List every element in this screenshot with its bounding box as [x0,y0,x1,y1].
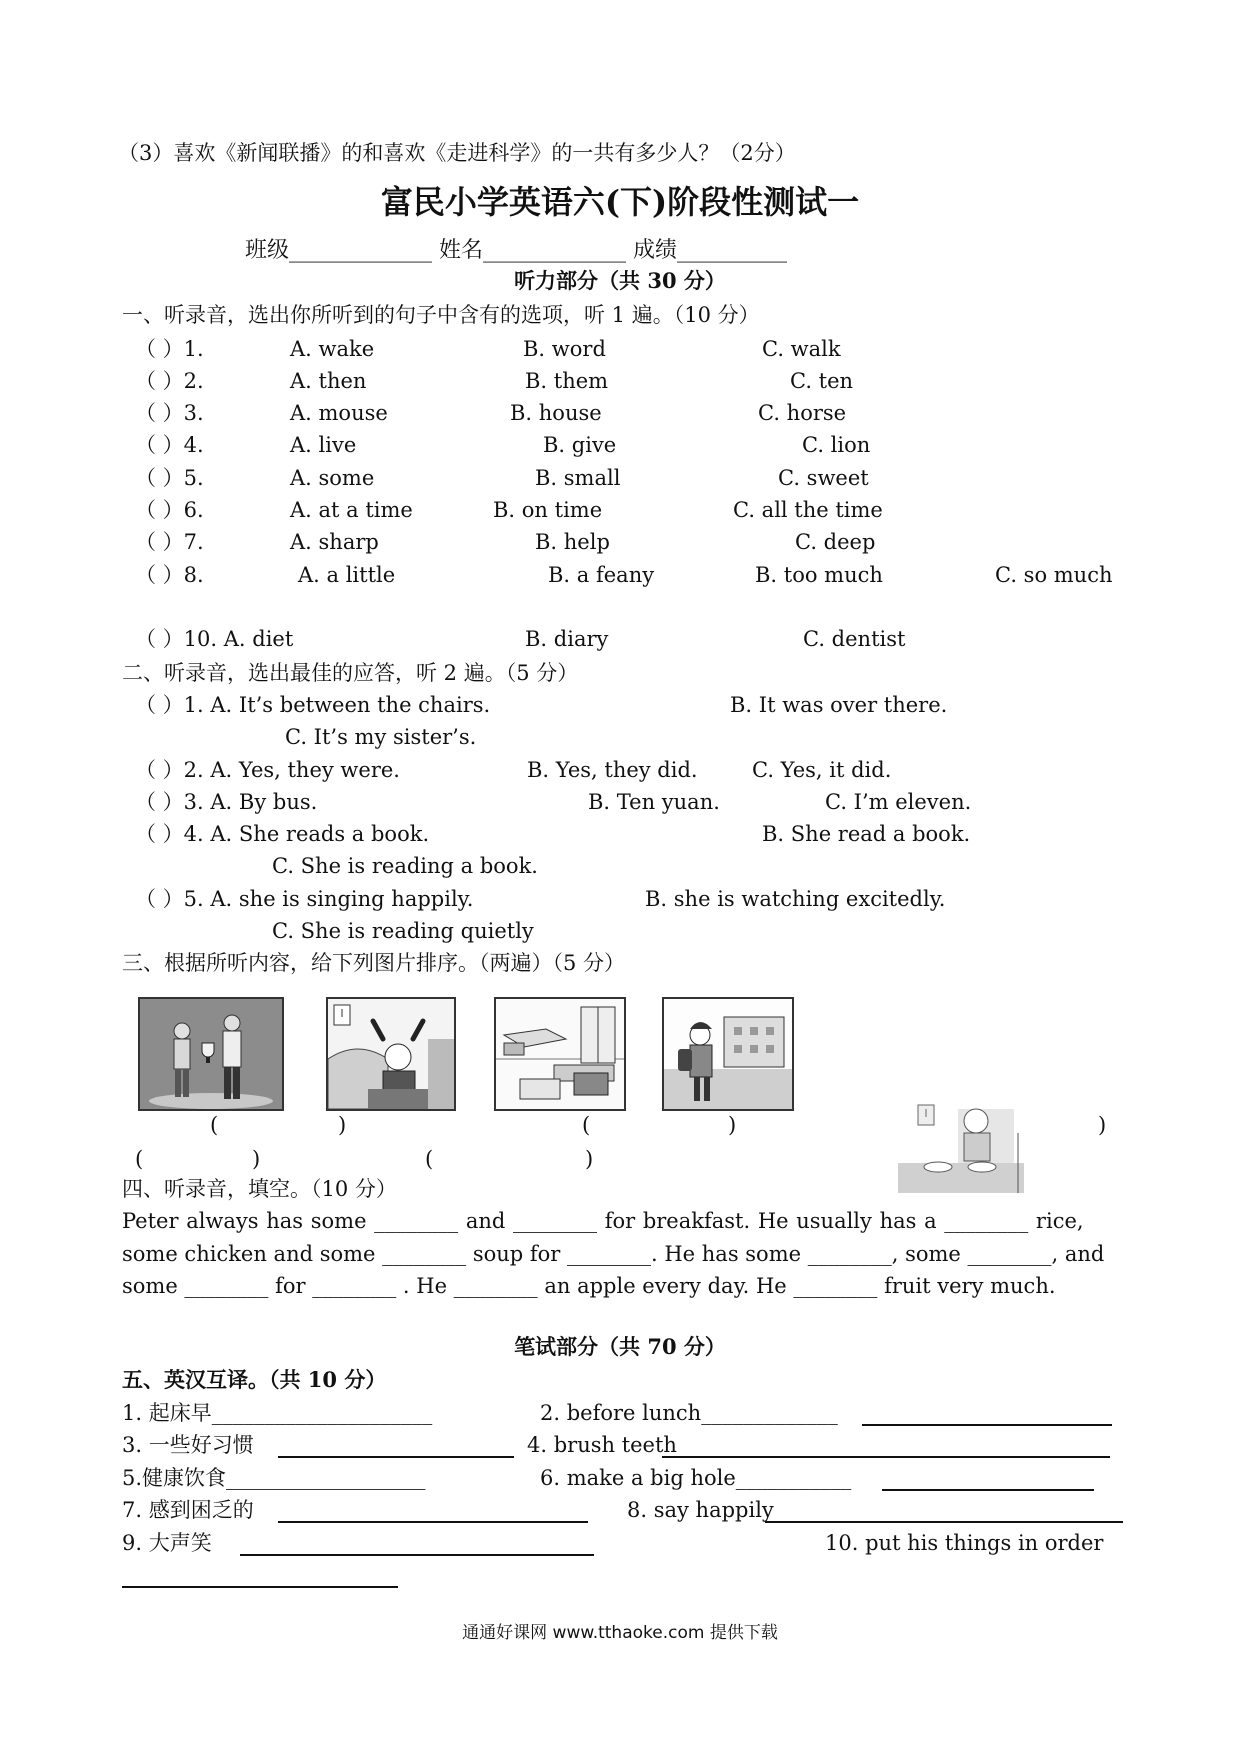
item-3-option-c: C. horse [758,401,847,425]
listening-section-header: 听力部分（共 30 分） [514,268,726,293]
boy-eating-image [898,1103,1024,1193]
section-3-title: 三、根据所听内容，给下列图片排序。（两遍）（5 分） [122,951,626,975]
s2-q5-b: B. she is watching excitedly. [645,887,946,911]
item-6-option-a: A. at a time [290,498,413,522]
item-4-number: （ ）4. [135,433,204,457]
pic-answer-paren: ( [582,1113,591,1137]
section-5-title: 五、英汉互译。（共 10 分） [122,1367,387,1392]
translate-q5: 5.健康饮食___________________ [122,1466,426,1490]
section-2-title: 二、听录音，选出最佳的应答，听 2 遍。（5 分） [122,661,579,685]
item-8-number: （ ）8. [135,563,204,587]
picture-boy-eating [898,1103,1024,1193]
picture-award-ceremony [138,997,284,1111]
s2-q1-c: C. It’s my sister’s. [285,725,477,749]
item-1-number: （ ）1. [135,337,204,361]
pic-answer-paren: ( [425,1147,434,1171]
s2-q3-b: B. Ten yuan. [588,790,720,814]
item-2-number: （ ）2. [135,369,204,393]
item-7-option-c: C. deep [795,530,876,554]
pic-answer-paren: ) [728,1113,737,1137]
item-3-option-b: B. house [510,401,602,425]
translate-q4: 4. brush teeth [527,1433,677,1457]
s2-q2-a: （ ）2. A. Yes, they were. [135,758,400,782]
s2-q4-b: B. She read a book. [762,822,971,846]
section-4-title: 四、听录音，填空。（10 分） [122,1177,397,1201]
translate-q2: 2. before lunch_____________ [540,1401,838,1425]
s2-q4-a: （ ）4. A. She reads a book. [135,822,430,846]
picture-bedroom [494,997,626,1111]
s2-q3-c: C. I’m eleven. [825,790,972,814]
answer-line [882,1489,1094,1491]
bedroom-image [496,999,624,1109]
item-8-option-c: C. so much [995,563,1113,587]
item-5-option-a: A. some [290,466,375,490]
pic-answer-paren: ) [585,1147,594,1171]
item-5-number: （ ）5. [135,466,204,490]
answer-line [240,1554,594,1556]
pic-answer-paren: ( [135,1147,144,1171]
section-1-title: 一、听录音，选出你所听到的句子中含有的选项，听 1 遍。（10 分） [122,303,760,327]
item-8-option-a: A. a little [298,563,396,587]
item-2-option-b: B. them [525,369,609,393]
girl-school-image [664,999,792,1109]
item-3-number: （ ）3. [135,401,204,425]
picture-boy-waking-up [326,997,456,1111]
translate-q7: 7. 感到困乏的 [122,1498,254,1522]
award-ceremony-image [140,999,282,1109]
item-1-option-b: B. word [523,337,606,361]
item-10-option-b: B. diary [525,627,609,651]
answer-line [765,1521,1123,1523]
answer-line [278,1456,514,1458]
s2-q3-a: （ ）3. A. By bus. [135,790,318,814]
item-7-option-a: A. sharp [290,530,379,554]
item-4-option-b: B. give [543,433,617,457]
page-title: 富民小学英语六(下)阶段性测试一 [380,183,860,221]
item-6-option-c: C. all the time [733,498,883,522]
picture-girl-going-to-school [662,997,794,1111]
item-10-number: （ ）10. A. diet [135,627,294,651]
item-7-number: （ ）7. [135,530,204,554]
item-10-option-c: C. dentist [803,627,906,651]
translate-q3: 3. 一些好习惯 [122,1433,254,1457]
item-2-option-c: C. ten [790,369,854,393]
answer-line [278,1521,588,1523]
item-8-option-b: B. a feany [548,563,655,587]
boy-waking-image [328,999,454,1109]
item-1-option-c: C. walk [762,337,841,361]
writing-section-header: 笔试部分（共 70 分） [514,1334,726,1359]
item-2-option-a: A. then [290,369,367,393]
pic-answer-paren: ( [210,1113,219,1137]
translate-q9: 9. 大声笑 [122,1531,212,1555]
previous-question-3: （3）喜欢《新闻联播》的和喜欢《走进科学》的一共有多少人？（2分） [118,141,796,165]
item-5-option-c: C. sweet [778,466,869,490]
pic-answer-paren: ) [252,1147,261,1171]
item-1-option-a: A. wake [290,337,375,361]
item-6-option-b: B. on time [493,498,603,522]
student-info-line: 班级_____________ 姓名_____________ 成绩__________ [245,238,787,263]
answer-line [862,1424,1112,1426]
answer-line [662,1456,1110,1458]
answer-line [122,1586,398,1588]
s2-q4-c: C. She is reading a book. [272,854,538,878]
translate-q1: 1. 起床早_____________________ [122,1401,433,1425]
s2-q5-a: （ ）5. A. she is singing happily. [135,887,474,911]
footer-download-note: 通通好课网 www.tthaoke.com 提供下载 [462,1623,778,1643]
item-3-option-a: A. mouse [290,401,388,425]
fill-in-line-2: some chicken and some ________ soup for ________. He has some ________, some ________, and [122,1242,1105,1266]
item-4-option-c: C. lion [802,433,871,457]
item-7-option-b: B. help [535,530,610,554]
fill-in-line-3: some ________ for ________ . He ________ an apple every day. He ________ fruit very much. [122,1274,1056,1298]
pic-answer-paren: ) [338,1113,347,1137]
item-4-option-a: A. live [290,433,357,457]
s2-q2-c: C. Yes, it did. [752,758,892,782]
translate-q10: 10. put his things in order [825,1531,1104,1555]
translate-q8: 8. say happily [627,1498,774,1522]
s2-q2-b: B. Yes, they did. [527,758,698,782]
translate-q6: 6. make a big hole___________ [540,1466,852,1490]
item-8-option-b2: B. too much [755,563,883,587]
pic-answer-paren: ) [1098,1113,1107,1137]
fill-in-line-1: Peter always has some ________ and ________ for breakfast. He usually has a ________ rice, [122,1209,1084,1233]
s2-q1-a: （ ）1. A. It’s between the chairs. [135,693,491,717]
item-5-option-b: B. small [535,466,621,490]
s2-q5-c: C. She is reading quietly [272,919,534,943]
s2-q1-b: B. It was over there. [730,693,948,717]
item-6-number: （ ）6. [135,498,204,522]
